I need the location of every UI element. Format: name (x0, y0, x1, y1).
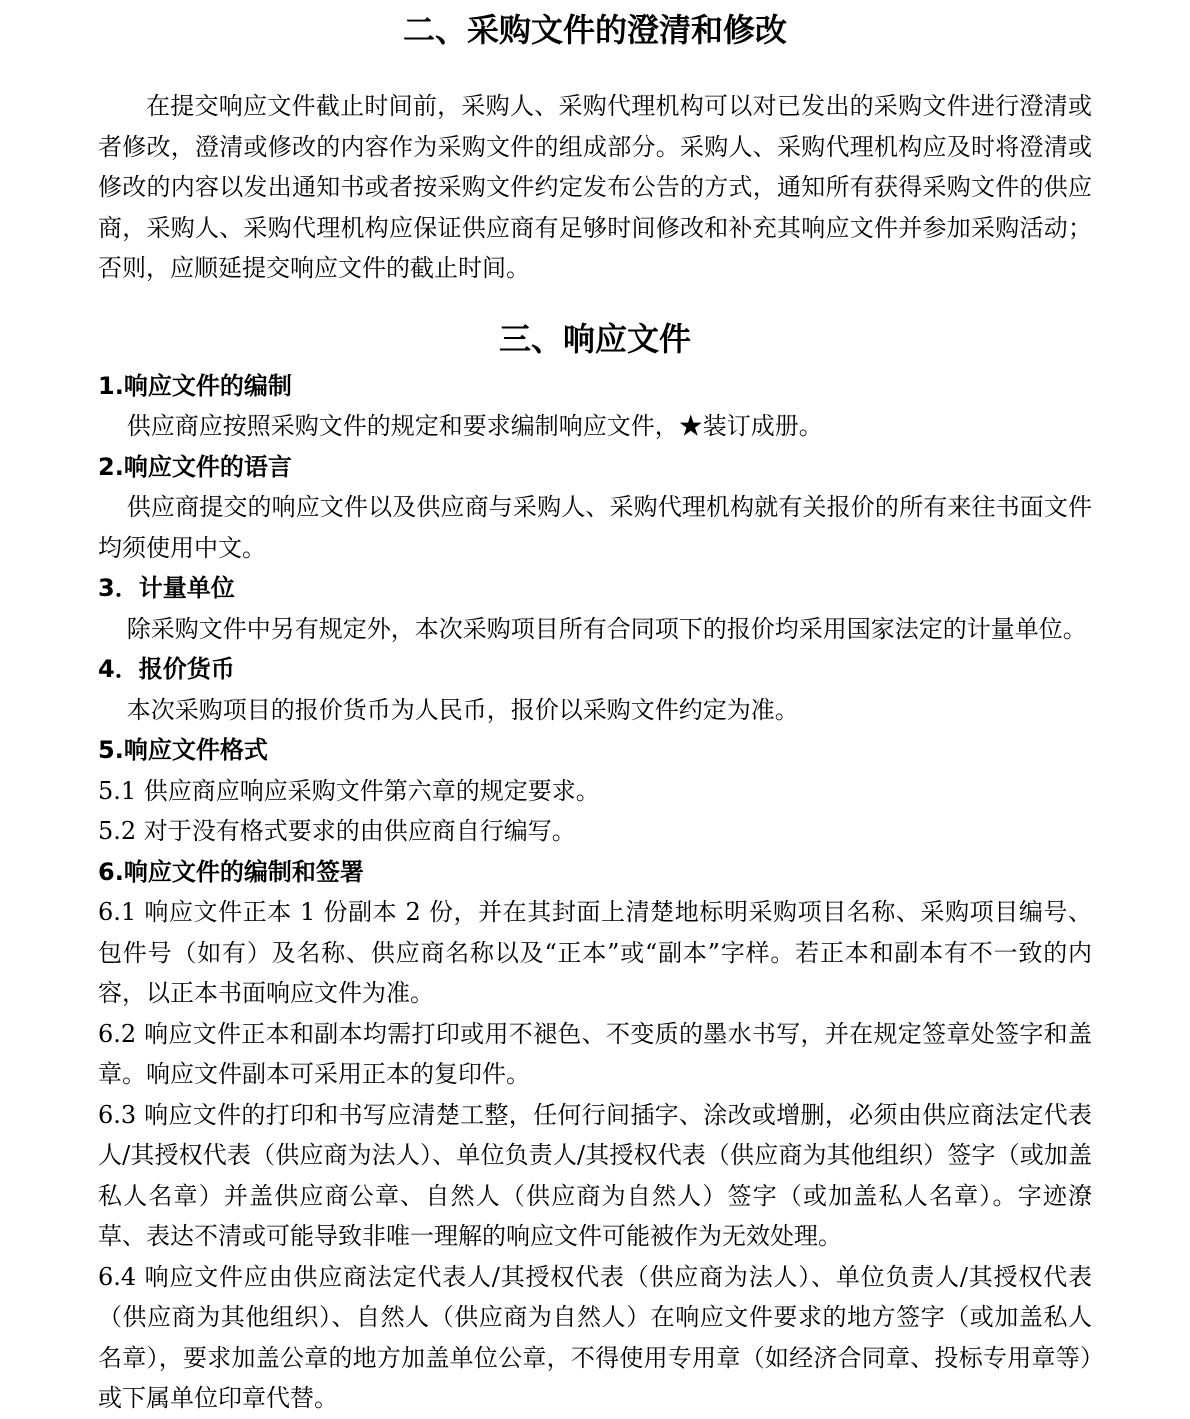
item-4-paragraph: 本次采购项目的报价货币为人民币，报价以采购文件约定为准。 (126, 695, 799, 724)
item-1-heading: 1.响应文件的编制 (98, 371, 292, 400)
item-2-heading: 2.响应文件的语言 (98, 452, 292, 481)
item-4-heading: 4．报价货币 (98, 655, 235, 683)
clause-6-3: 6.3 响应文件的打印和书写应清楚工整，任何行间插字、涂改或增删，必须由供应商法定代表人/其授权代表（供应商为法人）、单位负责人/其授权代表（供应商为其他组织）签字（或加盖私人名章）并盖供应商公章、自然人（供应商为自然人）签字（或加盖私人名章）。字迹潦草、表达不清或可能导致非唯一理解的响应文件可能被作为无效处理。 (98, 1100, 1092, 1250)
item-6-heading: 6.响应文件的编制和签署 (98, 857, 364, 886)
section-2-title: 二、采购文件的澄清和修改 (402, 11, 787, 49)
section-3-body (98, 366, 1092, 1419)
item-1-paragraph: 供应商应按照采购文件的规定和要求编制响应文件，★装订成册。 (126, 412, 823, 440)
item-5-heading: 5.响应文件格式 (98, 736, 268, 764)
clause-5-1: 5.1 供应商应响应采购文件第六章的规定要求。 (98, 776, 600, 805)
clause-5-2: 5.2 对于没有格式要求的由供应商自行编写。 (98, 817, 576, 845)
item-2-paragraph: 供应商提交的响应文件以及供应商与采购人、采购代理机构就有关报价的所有来往书面文件均须使用中文。 (98, 493, 1092, 562)
section-3-title: 三、响应文件 (498, 319, 691, 358)
item-3-paragraph: 除采购文件中另有规定外，本次采购项目所有合同项下的报价均采用国家法定的计量单位。 (126, 614, 1087, 643)
section-2-paragraph: 在提交响应文件截止时间前，采购人、采购代理机构可以对已发出的采购文件进行澄清或者修改，澄清或修改的内容作为采购文件的组成部分。采购人、采购代理机构应及时将澄清或修改的内容以发出通知书或者按采购文件约定发布公告的方式，通知所有获得采购文件的供应商，采购人、采购代理机构应保证供应商有足够时间修改和补充其响应文件并参加采购活动；否则，应顺延提交响应文件的截止时间。 (98, 92, 1092, 282)
clause-6-2: 6.2 响应文件正本和副本均需打印或用不褪色、不变质的墨水书写，并在规定签章处签字和盖章。响应文件副本可采用正本的复印件。 (98, 1019, 1092, 1088)
clause-6-4: 6.4 响应文件应由供应商法定代表人/其授权代表（供应商为法人）、单位负责人/其授权代表（供应商为其他组织）、自然人（供应商为自然人）在响应文件要求的地方签字（或加盖私人名章），要求加盖公章的地方加盖单位公章，不得使用专用章（如经济合同章、投标专用章等）或下属单位印章代替。 (98, 1262, 1092, 1412)
item-3-heading: 3．计量单位 (98, 574, 235, 602)
clause-6-1: 6.1 响应文件正本 1 份副本 2 份，并在其封面上清楚地标明采购项目名称、采购项目编号、包件号（如有）及名称、供应商名称以及“正本”或“副本”字样。若正本和副本有不一致的内容，以正本书面响应文件为准。 (98, 898, 1092, 1007)
